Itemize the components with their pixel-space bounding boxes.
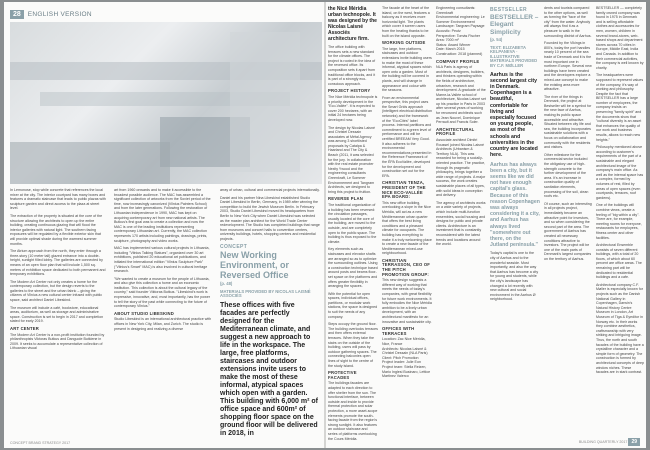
paragraph: Philosophy mentioned above according to customer's requirements of the part of a sustainable and elegant architectural image of the company's main office. As well as the internal space has a complex, formed by volumes of rest, filled by areas of open spaces (even courtyards, terraces, roof gardens). xyxy=(596,145,644,200)
paragraph: art from 1960 onwards and to make it accessible to the broadest possible audience. The MAC has assembled a significant collection of artworks from the Soviet period of the time, now increasingly canonized (Vilnius Painters School) and from the later generations. Following the restoration of Lithuanian independence in 1990, MAC has kept on acquiring contemporary art from new national artists. The Butkus's first goal was to create a collection and now the MAC is one of the leading institutions representing contemporary Lithuanian art. Currently, the MAC collection represents 170 artists including paintings, drawings, prints, sculpture, photography and video works. xyxy=(114,188,211,243)
paragraph: The Atrium approach from the north, they enter through a three-story (10 meter tall) glazed entrance into a double-height, sunlight filled lobby. The galleries are connected by means of an open floor plan that will include 1,500 sq. meters of exhibition space dedicated to both permanent and temporary exhibitions. xyxy=(10,249,106,277)
paragraph: The river of the things in Denmark, the project at Bestseller will be a symbol for the new face of Aarhus, making its public space accessible and attractive. Situated between city life and sea, the building incorporates sustainable solutions with a focus on collaboration and community with the residents and visitors. xyxy=(544,94,592,150)
left-page xyxy=(4,2,324,448)
paragraph: Founded by the Vikings in 800's, today the port handles nearly 10 percent of the sea trade of Denmark and it is the most important one in northern Europe. Several new buildings have been created and the developers explore a mixed-use concept to make the existing area more attractive. xyxy=(544,41,592,92)
section-heading: ARCHITECTURAL PROFILE xyxy=(436,126,475,137)
paragraph: From an environmental perspective, this project uses the Smart Grids approach (intelligent electrical distribution networks) and the framework of the "EcoCités" label process. Internal partitions and commitment to a green level of performance and will be certified BREEAM Very Good. It also adheres to the environmental recommendations presented in the Reference Framework of the ÉPA EcoVallée, developed for the development and construction set out for the EPA. xyxy=(382,95,432,178)
page-ref: (p. 48) xyxy=(220,281,233,287)
paragraph: The museum will include a café, bookstore, educational areas, auditorium, as well as storage and administrative space. Construction is set to begin in 2017 and completion slated for early 2019. xyxy=(10,305,104,324)
materials-credit: TEXT: ELIZABETA KELPANEVA · ILLUSTRATIVE MATERIALS PROVIDED BY C.F. MØLLER xyxy=(490,44,538,69)
paragraph: Daniel and his partner Nina Libeskind established Studio Daniel Libeskind in Berlin, Germany, in 1989 after winning the competition to build the Jewish Museum Berlin. In February 2003, Studio Daniel Libeskind moved its headquarters from Berlin to New York City when Daniel Libeskind was selected as the master plan architect for the World Trade Center redevelopment. The Studio has completed buildings that range from museums and concert halls to convention centers, university buildings, hotels, shopping centers and residential projects. xyxy=(220,195,320,241)
paragraph: With the potential for open spaces, individual offices, partitions, or modular work stations, the space is designed to suit the needs of any company. xyxy=(328,291,378,319)
pull-quote-accent: Aarhus has always been a city, but it seems like we did not have enough capital's glass. Because of this reason Copenhagen was always considering it a city, and Aarhus has always lived "somewhere out there, on the Jutland peninsula." xyxy=(490,161,540,249)
right-column-4 xyxy=(490,6,540,436)
left-column-2 xyxy=(114,188,212,438)
article-title: New Working Environment, or Reversed Office xyxy=(220,250,290,281)
right-column-6 xyxy=(596,6,644,436)
paragraph: dents and tourists compared to the other options, as well as forming the "face of the city" from the water. Anybody will always find it as a pleasure to walk in the surrounding district of Aarhus. xyxy=(544,6,592,38)
right-column-1 xyxy=(328,6,378,441)
paragraph: array of urban, cultural and commercial projects internationally. xyxy=(220,188,320,192)
page-number: 28 xyxy=(10,10,24,19)
page-footer: BUILDING QUARTERLY 2017 29 xyxy=(579,439,640,445)
right-page xyxy=(326,2,646,448)
paragraph: The Nice Méridia technopole is a priority development in the "Eco-Vallée". It is expected to cover 200 hectares, with an initial 24 hectares being developed now. xyxy=(328,94,378,122)
article-title: BESTSELLER – Elegant Simplicity xyxy=(490,13,539,36)
page-header xyxy=(10,8,92,20)
section-heading: WORKING OUTSIDE xyxy=(382,40,426,46)
page-number: 29 xyxy=(628,438,640,446)
section-heading: PROTECTIVE FACADES xyxy=(328,370,357,380)
paragraph: MAC has implemented various cultural projects in Lithuania, including "Vilnius Talking Statues", organized over 30 art exhibitions, published 20 educational art publications, and initiated the international edition "Vilnius Sculpture Park" ("Vilnius's Smart" MAC) is also involved in cultural heritage research. xyxy=(114,246,210,274)
paragraph: "We wanted to create a museum for the people of Lithuania, and also give this collection a home and an economic institution. This collection is about the cultural legacy of the country," said founder Viktoras Butkus. "Libeskind's work is expressive, innovative, and, most importantly, has the power to tell the story of the past while connecting to the future of contemporary Vilnius." xyxy=(114,276,211,309)
lead-text: the Nicé Méridia urban technopole. It was designed by the Nicolas Laisné Associés architecture firm. xyxy=(328,6,377,42)
paragraph: The design by Nicolas Laisné and Christel Dessain associates at Métal Agency was among 3 shortlisted proposals by Catalpa & Haarland and The City & Beach (2011, it was selected for the jury. In collaboration with the real estate promoter Nexity Ywood and the engineering consultants Greenkraft, Le Sommer Environnement and Tangram Architects, we designed to bring this project to fruition. xyxy=(328,125,375,194)
paragraph: The facade at the heart of the island, on the west, features a balcony as it receives more horizontal light. The plants which cover it screen users from the heating thanks to be built on the island opposite. xyxy=(382,6,430,38)
paragraph: BESTSELLER — completely family owned company was found in 1975 in Denmark and is selling affordable clothes and accessories for men, women, children in several brand-stores, web-based shops and department stores across 70 cities in Europe, Middle East, India and Canada. In addition to their commercial activities, the company is well known by charity. xyxy=(596,6,644,70)
concept-label: BESTSELLER xyxy=(490,7,528,13)
paragraph: The Modern Art Center is a non-profit institution founded by philanthropists Viktoras Butkus and Danguole Butkiene in 2009. It seeks to accumulate a representative collection of Lithuanian visual xyxy=(10,332,105,351)
concept-label: CONCEPT xyxy=(220,243,248,250)
paragraph: Engineering consultants: Greenkraft Environmental engineering: Le Sommer Environnement Landscape: Tangram Paysage Acoustic: Peutz Perspective: Tomás Fischer Area: 7000 m² Status: Award Winner Date: March 2015 Construction: 2018 (planned) xyxy=(436,6,485,56)
paragraph: Associate architect Dimitri Roussel joined Nicolas Laisné Architects (Urbanism & Territory NLA). This was rewarded for being a socially-oriented practice. The practice, through its pragmatic philosophy, brings together a wide range of projects. A major success, the work creates sustainable places of all types, with solid ideas in conception and delivery. xyxy=(436,138,486,198)
paragraph: The agency of architects works on a wide variety of projects, which include multi-function ensembles, social housing and designs for public and private clients. Architecture is an investment that is constantly reconsidered with the latest trends and locations around the world. xyxy=(436,200,486,247)
materials-credit: MATERIALS PROVIDED BY NICOLAS LAISNÉ ASSOCIÉS xyxy=(220,288,311,299)
paragraph: Today's capital is one to the city of Aarhus and to the wonderful seaside. Most importantly, and also the way that Aarhus has become a city for young and students, while the city's landscape has changed a lot recently with new cultural and social environment in the Aarhus Ø neighborhood. xyxy=(490,251,539,302)
paragraph: One of the buildings will combine views, create a feeling of "big within a city". There are, for example, meeting rooms for everyone, restaurants for employees, fitness center and other facilities. xyxy=(596,203,642,240)
paragraph: Location: Zac Nice Méridia, Nice, France Architects: Nicolas Laisné & Christel Dessain (NLA Paris) Client: Pitch Promotion Project leader: Julie Eon Project team: Stella Reizen, Mario Inglesi Businaro, Lettice Martinez Valerco xyxy=(382,337,431,379)
paragraph: The large, free platforms, staircases and outdoor extensions invite building users to make the most of these informal, atypical spaces which open onto a garden. Most of the building will be covered in plants, and will change in appearance and colour with the seasons. xyxy=(382,46,432,93)
paragraph: Studio Libeskind is an international architectural practice with offices in New York City, Milan, and Zurich. The studio is present in designing and realizing a diverse xyxy=(114,317,212,331)
paragraph: This new office building, overlooking a slope in the Nice Méridia, will act as a new Méditerranean urban quarter that offers the best living conditions and a pleasant climate for occupants. The building has everything to make it a truly welcoming place to create a new facade of the Mediterranean mixed-use neighbourhood. xyxy=(382,200,432,256)
right-column-3 xyxy=(436,6,486,436)
paragraph: The Modern Art Center not only creates a home for the contemporary collection, but the design reverts to the galleries to the street and the urban fabric – giving the citizens of Vilnius a new cultural center infused with public space, said architect Daniel Libeskind. xyxy=(10,279,103,303)
page-footer: CONCEPT BRAND STRATEGY 2017 xyxy=(10,441,71,445)
paragraph: This new design suggests a different way of working that meets the needs of today's companies, with great flexibility for future work environments. It fully embodies the Nice Méridia ambition to be a lively urban development, with an architectural manifesto for an innovative and sustainable city. xyxy=(382,278,432,324)
section-heading: ART CENTER xyxy=(10,326,39,332)
section-label: ENGLISH VERSION xyxy=(27,10,92,18)
paragraph: In Lemonose, stop while concrete that references the local mixer at the city. The interior courtyard has many boxes and features a dramatic staircase that leads to public plazas with sculpture garden and direct access to the plaza at street level. xyxy=(10,188,106,211)
paragraph: The office building with terraces sets a new standard for the climate offices. The project is rooted in the idea of the reversed office. Its composition sets it apart from traditional office blocks, and it is part of a strongly eco-conscious approach. xyxy=(328,45,376,86)
section-heading: CHRISTIAN TENZA, PRESIDENT OF THE NICE ECO-VALLÉE EPA BOARD: xyxy=(382,180,426,200)
paragraph: Steps occupy the ground floor. The building overlooks terraces and then offers external terraces. When they take the stairs on the outside of the building, users will pass by outdoor gathering spaces. The connecting balconies open lines of sight to the centre of the study island. xyxy=(328,322,378,368)
magazine-spread xyxy=(4,2,646,448)
pull-quote: These offices with five facades are perfectly designed for the Mediterranean climate, and suggest a new approach to life in the workspace. The large, free platforms, staircases and outdoor extensions invite users to make the most of these informal, atypical spaces which open with a garden. This building with 6,000 m² of office space and 600m² of shopping floor space on the ground floor will be delivered in 2018, in xyxy=(220,301,319,437)
section-heading: ABOUT STUDIO LIBESKIND xyxy=(114,310,175,316)
left-column-3 xyxy=(220,188,320,438)
section-heading: COMPANY PROFILE xyxy=(436,58,480,64)
page-ref: (p. 54) xyxy=(490,37,503,43)
paragraph: The traditional organization of a building has been reversed: the circulation passages, usually located at the core of the building, are moved to the outside, and are completely open to the public space. The building is thus exposed to the climate. xyxy=(328,203,377,244)
section-heading: PROJECT HISTORY xyxy=(328,88,371,94)
paragraph: Architectural Ensemble consists of seven different buildings, with a total of 20 floors, of which about 60 percent are office areas. The remaining part will be dedicated to residential buildings and a cafe. xyxy=(596,243,642,280)
paragraph: The headquarters were supposed to represent values of the company, it's way of working and philosophy. Despite the fact that BESTSELLER has a large number of employees, the company insists on preserving "family spirit" and the documents show that "cultural diversity is an asset that enhances the quality of our work and business results, allows to reach new heights." xyxy=(596,73,644,142)
section-heading: CHRISTIAN TERRASSON, CEO OF THE PITCH PROMOTION GROUP: xyxy=(382,257,431,277)
paragraph: NLA Paris is agency of architects, designers, builders, and thinkers operating within the fields of architecture, urbanism, research and development. A graduate of the Marne-la-Vallée school of architecture, Nicolas Laisné set up his practice in Paris in 2003 after several years of working for renowned architects such as Jean Nouvel, Dominique Perrault and Francis Soler. xyxy=(436,65,486,125)
paragraph: Architectural company C.F. Møller is especially known for projects such as the Danish National Gallery in Copenhagen, Darwin's Natural History Centre Museum in London, Art Museum of Tiga & Eyeditor in Norway etc. In their works they combine aesthetics, craftsmanship with very striking and intriguing image. Thus, the north and south facades of the building have a crystalline character and a simple form of geometry. The construction is formed by architectural concepts of deep window niches. These facades are in stark contrast. xyxy=(596,282,644,375)
pull-quote: Aarhus is the second largest city in Denmark. Copenhagen is a beautiful, comfortable for living and especially focused on young people, as most of the schools and universities in the country are located here. xyxy=(490,71,538,159)
paragraph: Of course, such an interesting in all projects project, immediately became an attractive point for investors, and so when considering the second part of the area. The government of Aarhus has created all necessary conditions attractive to investors. The project will be one of the main parts of Denmark's largest companies on the territory of Aarhus. xyxy=(544,201,592,261)
building-photo xyxy=(10,22,322,184)
paragraph: The buildings facades are adapted to each direction to offer shelter from the sun. The functional interface, between outside and inside to provide thermal protection and solar protection, a more asset-scope elements promote the south-facing facade from the region's strong sunlight. It also features an outdoor staircase and series of platforms overlooking the Cours Méridia. xyxy=(328,381,378,441)
section-heading: REVERSE PLAN xyxy=(328,196,363,202)
paragraph: Key elements such as staircases and elevator shafts are arranged so as to optimize the surrounding outlines. Using a construction technique based around posts and beams floor-set space on the platforms and offers greater flexibility in arranging the spaces. xyxy=(328,247,378,289)
left-column-1 xyxy=(10,188,106,438)
right-column-2 xyxy=(382,6,432,436)
paragraph: Other milestone for the commercial sector included the obligatory use of high-strength concrete to the further development of the area. It's an increase in construction quality of sanitation elements, processing of the soil, clean roofs etc. xyxy=(544,152,589,199)
section-heading: OFFICES WITH TERRACES xyxy=(382,326,415,336)
paragraph: The extraction of the property is situated at the core of the structure allowing the architects to open up the entire building, creating continuous glazing that will flood the interior galleries with natural light. The southern facing exposures will be regulated by a flexible exterior skin that will provide optimal shade during the warmest summer months. xyxy=(10,213,103,246)
right-column-5 xyxy=(544,6,592,436)
